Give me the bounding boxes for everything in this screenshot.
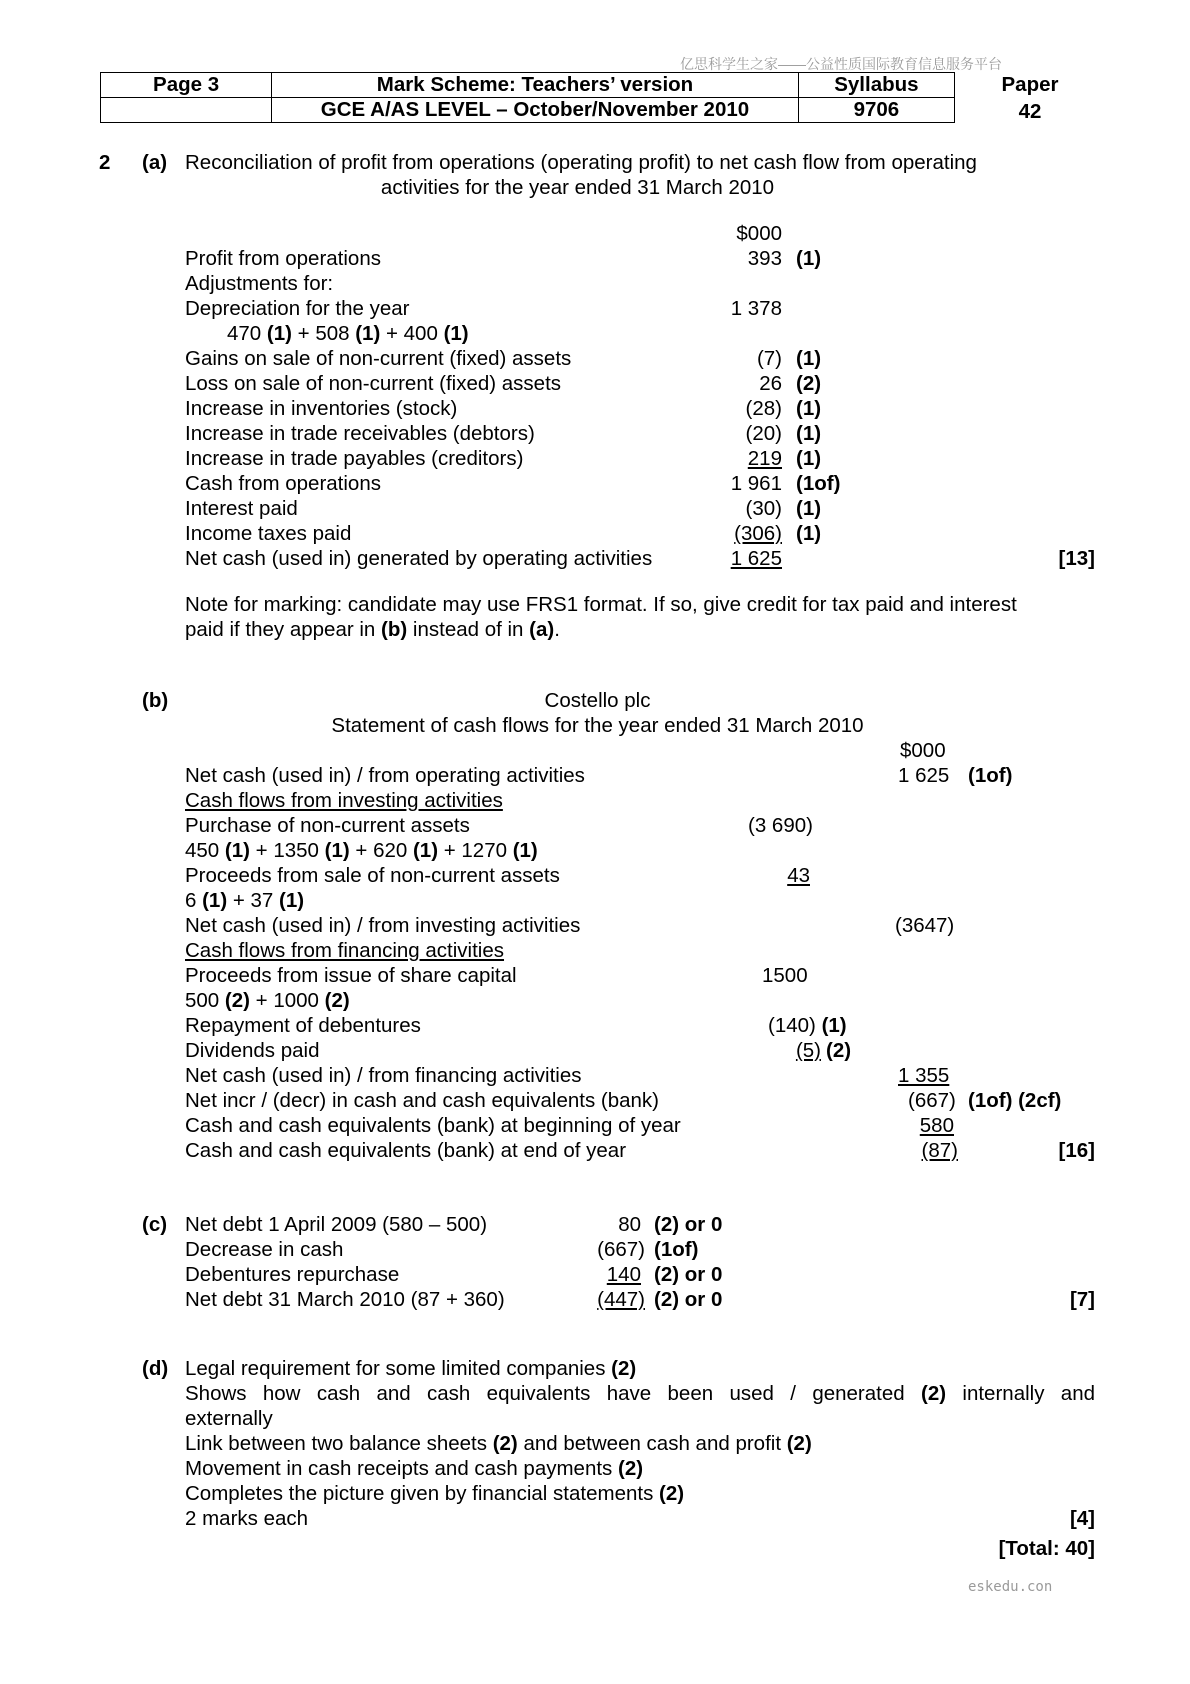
part-b-title: Statement of cash flows for the year ended 31 March 2010 (331, 714, 864, 737)
b-row-value: (3647) (895, 914, 955, 937)
b-share-calc: 500 (2) + 1000 (2) (185, 989, 350, 1012)
part-c-label: (c) (142, 1213, 168, 1236)
b-row-value: (87) (921, 1139, 958, 1162)
a-row-value: 26 (759, 372, 782, 395)
a-row-value: 393 (747, 247, 782, 270)
c-row-text: Net debt 1 April 2009 (580 – 500) (185, 1213, 488, 1236)
b-row-text: Dividends paid (185, 1039, 320, 1062)
d-line: Movement in cash receipts and cash payments (2) (185, 1457, 644, 1480)
header-syllabus: 9706 (798, 98, 954, 123)
a-row-mark: (1) (796, 497, 822, 520)
a-row-text: Increase in trade receivables (debtors) (185, 422, 535, 445)
c-row-text: Net debt 31 March 2010 (87 + 360) (185, 1288, 505, 1311)
b-row-value: 1 355 (898, 1064, 950, 1087)
a-note-line2: paid if they appear in (b) instead of in (a). (185, 618, 560, 641)
a-row-value: (28) (745, 397, 782, 420)
a-row-value: 219 (747, 447, 782, 470)
b-row-mark: (1of) (968, 764, 1013, 787)
c-row-mark: (2) or 0 (654, 1213, 723, 1236)
b-row-value: 580 (919, 1114, 954, 1137)
watermark-top: 亿思科学生之家——公益性质国际教育信息服务平台 (680, 56, 1002, 72)
b-row-text: Net cash (used in) / from investing activities (185, 914, 581, 937)
c-total: [7] (1069, 1288, 1095, 1311)
a-row-text: Adjustments for: (185, 272, 334, 295)
a-total: [13] (1058, 547, 1095, 570)
watermark-bottom: eskedu.con (968, 1579, 1053, 1595)
c-row-text: Decrease in cash (185, 1238, 344, 1261)
header-empty (101, 98, 272, 123)
c-row-value: 80 (618, 1213, 641, 1236)
a-row-value: 1 625 (730, 547, 782, 570)
part-a-unit: $000 (736, 222, 782, 245)
b-proceeds-calc: 6 (1) + 37 (1) (185, 889, 305, 912)
grand-total: [Total: 40] (998, 1537, 1095, 1560)
a-row-mark: (1) (796, 447, 822, 470)
header-title: Mark Scheme: Teachers’ version (272, 73, 799, 98)
b-row-value: 1500 (762, 964, 808, 987)
b-row-mark: (1of) (2cf) (968, 1089, 1062, 1112)
a-row-value: 1 378 (730, 297, 782, 320)
a-note-line1: Note for marking: candidate may use FRS1 format. If so, give credit for tax paid and interest (185, 593, 1017, 616)
b-row-value: 1 625 (898, 764, 950, 787)
a-row-mark: (1) (796, 422, 822, 445)
part-a-title-line1: Reconciliation of profit from operations (operating profit) to net cash flow from operating (185, 151, 977, 174)
b-total: [16] (1058, 1139, 1095, 1162)
header-exam: GCE A/AS LEVEL – October/November 2010 (272, 98, 799, 123)
a-row-text: Depreciation for the year (185, 297, 410, 320)
a-row-text: Loss on sale of non-current (fixed) assets (185, 372, 562, 395)
b-row-text: Net incr / (decr) in cash and cash equivalents (bank) (185, 1089, 660, 1112)
header-paper: 42 (1018, 100, 1042, 123)
a-row-text: Income taxes paid (185, 522, 352, 545)
b-row-value: (5) (795, 1039, 821, 1062)
d-line: Shows how cash and cash equivalents have been used / generated (2) internally and (185, 1382, 1095, 1405)
header-syllabus-label: Syllabus (798, 73, 954, 98)
c-row-mark: (2) or 0 (654, 1263, 723, 1286)
b-section-heading: Cash flows from investing activities (185, 789, 503, 812)
a-row-mark: (2) (796, 372, 822, 395)
question-number: 2 (99, 151, 111, 174)
b-purchase-calc: 450 (1) + 1350 (1) + 620 (1) + 1270 (1) (185, 839, 538, 862)
header-paper-label: Paper (1001, 73, 1059, 96)
b-row-text: Purchase of non-current assets (185, 814, 470, 837)
a-row-value: (30) (745, 497, 782, 520)
a-row-text: Increase in inventories (stock) (185, 397, 458, 420)
part-b-unit: $000 (900, 739, 946, 762)
b-row-text: Cash and cash equivalents (bank) at end of year (185, 1139, 627, 1162)
c-row-mark: (1of) (654, 1238, 699, 1261)
b-row-text: Proceeds from sale of non-current assets (185, 864, 560, 887)
c-row-value: (447) (597, 1288, 645, 1311)
c-row-value: (667) (597, 1238, 645, 1261)
a-depreciation-calc: 470 (1) + 508 (1) + 400 (1) (227, 322, 469, 345)
header-table (100, 72, 955, 123)
a-row-mark: (1) (796, 347, 822, 370)
b-row-text: Repayment of debentures (185, 1014, 421, 1037)
d-line: Legal requirement for some limited companies (2) (185, 1357, 637, 1380)
part-a-label: (a) (142, 151, 168, 174)
b-row-value: (667) (908, 1089, 956, 1112)
a-row-text: Profit from operations (185, 247, 381, 270)
a-row-value: (7) (756, 347, 782, 370)
a-row-text: Cash from operations (185, 472, 381, 495)
part-d-label: (d) (142, 1357, 169, 1380)
b-row-text: Net cash (used in) / from operating activities (185, 764, 585, 787)
b-row-text: Net cash (used in) / from financing activities (185, 1064, 582, 1087)
b-row-value-mark: (140) (1) (768, 1014, 847, 1037)
b-row-mark: (2) (826, 1039, 852, 1062)
d-line: Completes the picture given by financial statements (2) (185, 1482, 685, 1505)
d-line: Link between two balance sheets (2) and between cash and profit (2) (185, 1432, 812, 1455)
c-row-value: 140 (606, 1263, 641, 1286)
d-line: externally (185, 1407, 273, 1430)
a-row-text: Net cash (used in) generated by operating activities (185, 547, 653, 570)
c-row-text: Debentures repurchase (185, 1263, 400, 1286)
b-row-value: (3 690) (748, 814, 813, 837)
a-row-text: Increase in trade payables (creditors) (185, 447, 524, 470)
a-row-mark: (1) (796, 397, 822, 420)
d-total: [4] (1069, 1507, 1095, 1530)
part-a-title-line2: activities for the year ended 31 March 2010 (380, 176, 775, 199)
a-row-mark: (1) (796, 247, 822, 270)
c-row-mark: (2) or 0 (654, 1288, 723, 1311)
b-row-text: Cash and cash equivalents (bank) at beginning of year (185, 1114, 681, 1137)
a-row-text: Gains on sale of non-current (fixed) assets (185, 347, 572, 370)
a-row-mark: (1) (796, 522, 822, 545)
a-row-value: 1 961 (730, 472, 782, 495)
header-page: Page 3 (101, 73, 272, 98)
a-row-mark: (1of) (796, 472, 841, 495)
part-b-company: Costello plc (544, 689, 651, 712)
b-row-value: 43 (787, 864, 810, 887)
b-row-text: Proceeds from issue of share capital (185, 964, 517, 987)
b-section-heading: Cash flows from financing activities (185, 939, 505, 962)
a-row-value: (20) (745, 422, 782, 445)
a-row-value: (306) (734, 522, 782, 545)
a-row-text: Interest paid (185, 497, 298, 520)
d-line: 2 marks each (185, 1507, 309, 1530)
part-b-label: (b) (142, 689, 169, 712)
